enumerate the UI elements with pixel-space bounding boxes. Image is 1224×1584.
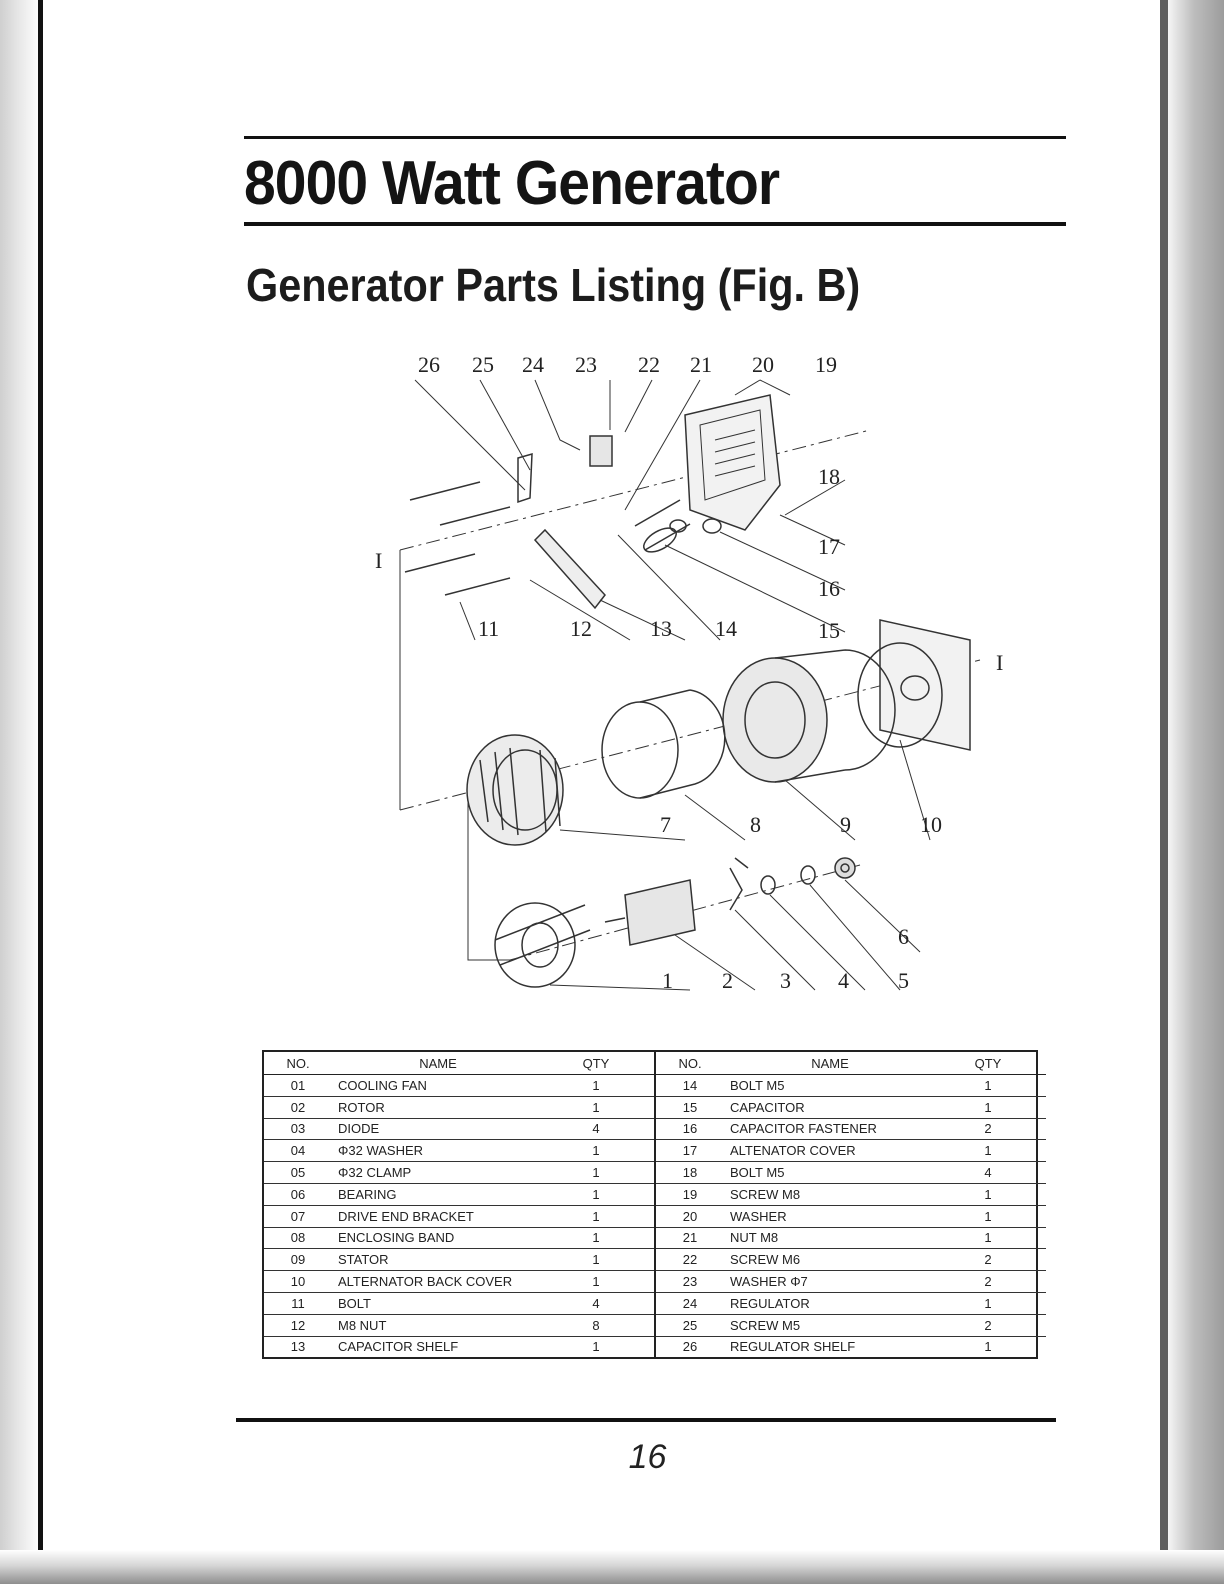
callout-6: 6 <box>898 924 909 949</box>
part-number-cell: 01 <box>264 1075 332 1097</box>
part-number-cell: 02 <box>264 1096 332 1118</box>
part-number-cell: 17 <box>655 1140 724 1162</box>
title-bottom-rule <box>244 222 1066 226</box>
part-number-cell: 22 <box>655 1249 724 1271</box>
table-row <box>264 1271 1046 1293</box>
callout-7: 7 <box>660 812 671 837</box>
part-number-cell: 03 <box>264 1118 332 1140</box>
table-row <box>264 1140 1046 1162</box>
axis-marker-right: I <box>996 650 1004 675</box>
part-name-cell: BOLT M5 <box>724 1162 930 1184</box>
callout-4: 4 <box>838 968 849 993</box>
part-number-cell: 19 <box>655 1183 724 1205</box>
header-name: NAME <box>332 1052 538 1075</box>
part-number-cell: 26 <box>655 1336 724 1357</box>
part-qty-cell: 4 <box>538 1118 655 1140</box>
part-number-cell: 04 <box>264 1140 332 1162</box>
part-name-cell: DRIVE END BRACKET <box>332 1205 538 1227</box>
callout-26: 26 <box>418 352 440 377</box>
table-row <box>264 1118 1046 1140</box>
table-row <box>264 1096 1046 1118</box>
parts-table-body <box>264 1075 1046 1358</box>
part-name-cell: Φ32 WASHER <box>332 1140 538 1162</box>
callout-11: 11 <box>478 616 500 641</box>
header-name: NAME <box>724 1052 930 1075</box>
header-qty: QTY <box>930 1052 1046 1075</box>
page-edge-right <box>1160 0 1168 1584</box>
header-qty: QTY <box>538 1052 655 1075</box>
part-number-cell: 05 <box>264 1162 332 1184</box>
part-number-cell: 14 <box>655 1075 724 1097</box>
part-name-cell: WASHER Φ7 <box>724 1271 930 1293</box>
part-number-cell: 07 <box>264 1205 332 1227</box>
page-number: 16 <box>628 1438 667 1476</box>
part-qty-cell: 4 <box>930 1162 1046 1184</box>
part-qty-cell: 2 <box>930 1118 1046 1140</box>
part-qty-cell: 1 <box>930 1183 1046 1205</box>
callout-24: 24 <box>522 352 544 377</box>
part-qty-cell: 1 <box>930 1075 1046 1097</box>
part-qty-cell: 1 <box>538 1271 655 1293</box>
part-number-cell: 18 <box>655 1162 724 1184</box>
part-name-cell: ALTERNATOR BACK COVER <box>332 1271 538 1293</box>
part-qty-cell: 1 <box>538 1249 655 1271</box>
table-row <box>264 1249 1046 1271</box>
header-no: NO. <box>655 1052 724 1075</box>
part-qty-cell: 1 <box>592 1339 600 1355</box>
part-qty-cell: 2 <box>930 1271 1046 1293</box>
table-row <box>264 1336 1046 1357</box>
part-name-cell: ALTENATOR COVER <box>724 1140 930 1162</box>
parts-table-grid <box>264 1052 1046 1357</box>
callout-10: 10 <box>920 812 942 837</box>
section-title: Generator Parts Listing (Fig. B) <box>246 259 861 311</box>
part-number-cell: 09 <box>264 1249 332 1271</box>
part-number-cell: 12 <box>264 1314 332 1336</box>
callout-18: 18 <box>818 464 840 489</box>
part-number-cell: 21 <box>655 1227 724 1249</box>
binding-edge <box>38 0 43 1584</box>
table-row <box>264 1205 1046 1227</box>
part-name-cell: BOLT M5 <box>724 1075 930 1097</box>
part-qty-cell: 1 <box>930 1140 1046 1162</box>
part-number-cell: 24 <box>655 1292 724 1314</box>
callout-23: 23 <box>575 352 597 377</box>
part-qty-cell: 1 <box>538 1140 655 1162</box>
callout-25: 25 <box>472 352 494 377</box>
page-title: 8000 Watt Generator <box>244 149 780 218</box>
axis-marker-left: I <box>375 548 383 573</box>
part-qty-cell: 1 <box>930 1292 1046 1314</box>
part-number-cell: 13 <box>290 1339 306 1355</box>
callout-8: 8 <box>750 812 761 837</box>
callout-15: 15 <box>818 618 840 643</box>
part-name-cell: CAPACITOR FASTENER <box>724 1118 930 1140</box>
callout-20: 20 <box>752 352 774 377</box>
callout-19: 19 <box>815 352 837 377</box>
part-name-cell: BOLT <box>332 1292 538 1314</box>
footer-rule <box>236 1418 1056 1422</box>
part-name-cell: STATOR <box>332 1249 538 1271</box>
table-row <box>264 1227 1046 1249</box>
part-qty-cell: 8 <box>538 1314 655 1336</box>
part-number-cell: 06 <box>264 1183 332 1205</box>
part-qty-cell: 4 <box>538 1292 655 1314</box>
table-row <box>264 1162 1046 1184</box>
table-row <box>264 1314 1046 1336</box>
callout-17: 17 <box>818 534 840 559</box>
callout-21: 21 <box>690 352 712 377</box>
part-number-cell: 10 <box>264 1271 332 1293</box>
part-qty-cell: 1 <box>538 1096 655 1118</box>
part-number-cell: 16 <box>655 1118 724 1140</box>
part-qty-cell: 1 <box>930 1205 1046 1227</box>
part-qty-cell: 1 <box>538 1227 655 1249</box>
part-name-cell: COOLING FAN <box>332 1075 538 1097</box>
part-name-cell: DIODE <box>332 1118 538 1140</box>
part-name-cell: NUT M8 <box>724 1227 930 1249</box>
callout-14: 14 <box>715 616 737 641</box>
callout-3: 3 <box>780 968 791 993</box>
header-no: NO. <box>264 1052 332 1075</box>
part-number-cell: 11 <box>264 1292 332 1314</box>
callout-2: 2 <box>722 968 733 993</box>
part-name-cell: ROTOR <box>332 1096 538 1118</box>
part-name-cell: REGULATOR SHELF <box>730 1339 856 1355</box>
callout-22: 22 <box>638 352 660 377</box>
part-qty-cell: 1 <box>538 1183 655 1205</box>
part-name-cell: REGULATOR <box>724 1292 930 1314</box>
part-qty-cell: 1 <box>984 1339 992 1355</box>
part-name-cell: ENCLOSING BAND <box>332 1227 538 1249</box>
callout-5: 5 <box>898 968 909 993</box>
callout-1: 1 <box>662 968 673 993</box>
part-qty-cell: 2 <box>930 1314 1046 1336</box>
exploded-parts-diagram <box>360 340 1050 1010</box>
part-qty-cell: 1 <box>538 1075 655 1097</box>
callout-12: 12 <box>570 616 592 641</box>
table-row <box>264 1183 1046 1205</box>
part-name-cell: CAPACITOR SHELF <box>338 1339 459 1355</box>
part-name-cell: M8 NUT <box>332 1314 538 1336</box>
part-number-cell: 23 <box>655 1271 724 1293</box>
part-name-cell: BEARING <box>332 1183 538 1205</box>
title-top-rule <box>244 136 1066 139</box>
part-name-cell: SCREW M5 <box>724 1314 930 1336</box>
callout-13: 13 <box>650 616 672 641</box>
part-name-cell: Φ32 CLAMP <box>332 1162 538 1184</box>
table-row <box>264 1292 1046 1314</box>
part-number-cell: 08 <box>264 1227 332 1249</box>
part-number-cell: 20 <box>655 1205 724 1227</box>
scan-edge-bottom <box>0 1550 1224 1584</box>
part-qty-cell: 2 <box>930 1249 1046 1271</box>
part-name-cell: WASHER <box>724 1205 930 1227</box>
callout-16: 16 <box>818 576 840 601</box>
part-qty-cell: 1 <box>930 1227 1046 1249</box>
callout-9: 9 <box>840 812 851 837</box>
parts-table <box>262 1050 1038 1359</box>
part-name-cell: SCREW M6 <box>724 1249 930 1271</box>
table-header-row <box>264 1052 1046 1075</box>
part-qty-cell: 1 <box>930 1096 1046 1118</box>
scan-edge-right <box>1164 0 1224 1584</box>
part-number-cell: 25 <box>655 1314 724 1336</box>
part-qty-cell: 1 <box>538 1162 655 1184</box>
part-name-cell: SCREW M8 <box>724 1183 930 1205</box>
part-number-cell: 15 <box>655 1096 724 1118</box>
part-name-cell: CAPACITOR <box>724 1096 930 1118</box>
part-qty-cell: 1 <box>538 1205 655 1227</box>
table-row <box>264 1075 1046 1097</box>
